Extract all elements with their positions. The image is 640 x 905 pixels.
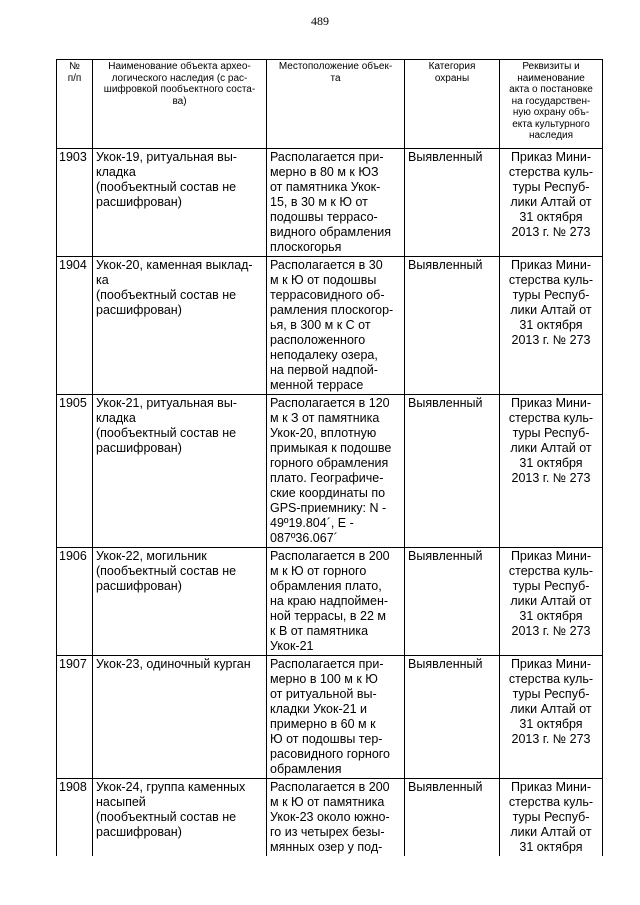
heritage-table bbox=[56, 59, 603, 856]
act-requisites: Приказ Мини- стерства куль- туры Респуб- лики Алтай от 31 октября 2013 г. № 273 bbox=[500, 395, 603, 548]
header-category bbox=[405, 60, 500, 149]
header-name bbox=[93, 60, 267, 149]
act-requisites: Приказ Мини- стерства куль- туры Респуб- лики Алтай от 31 октября 2013 г. № 273 bbox=[500, 656, 603, 779]
row-number: 1908 bbox=[57, 779, 93, 857]
protection-category: Выявленный bbox=[405, 257, 500, 395]
row-number: 1903 bbox=[57, 149, 93, 257]
header-num bbox=[57, 60, 93, 149]
act-requisites: Приказ Мини- стерства куль- туры Респуб- лики Алтай от 31 октября 2013 г. № 273 bbox=[500, 257, 603, 395]
protection-category: Выявленный bbox=[405, 656, 500, 779]
header-category-text: Категория охраны bbox=[428, 61, 476, 84]
object-name: Укок-19, ритуальная вы- кладка (пообъектный состав не расшифрован) bbox=[93, 149, 267, 257]
object-name: Укок-20, каменная выклад- ка (пообъектный состав не расшифрован) bbox=[93, 257, 267, 395]
act-requisites: Приказ Мини- стерства куль- туры Респуб- лики Алтай от 31 октября 2013 г. № 273 bbox=[500, 149, 603, 257]
table-row bbox=[57, 149, 603, 257]
object-location: Располагается в 200 м к Ю от памятника Укок-23 около южно- го из четырех безы- мянных озер у под- bbox=[267, 779, 405, 857]
header-location bbox=[267, 60, 405, 149]
row-number: 1904 bbox=[57, 257, 93, 395]
header-requisites bbox=[500, 60, 603, 149]
table-header bbox=[57, 60, 603, 149]
row-number: 1907 bbox=[57, 656, 93, 779]
row-number: 1906 bbox=[57, 548, 93, 656]
object-name: Укок-21, ритуальная вы- кладка (пообъектный состав не расшифрован) bbox=[93, 395, 267, 548]
object-name: Укок-22, могильник (пообъектный состав не расшифрован) bbox=[93, 548, 267, 656]
object-location: Располагается в 200 м к Ю от горного обрамления плато, на краю надпоймен- ной террасы, в 22 м к В от памятника Укок-21 bbox=[267, 548, 405, 656]
object-location: Располагается в 120 м к З от памятника Укок-20, вплотную примыкая к подошве горного обрамления плато. Географиче- ские координаты по GPS-приемнику: N - 49º19.804´, Е - 087º36.067´ bbox=[267, 395, 405, 548]
protection-category: Выявленный bbox=[405, 395, 500, 548]
protection-category: Выявленный bbox=[405, 548, 500, 656]
protection-category: Выявленный bbox=[405, 149, 500, 257]
header-name-text: Наименование объекта архео- логического наследия (с рас- шифровкой пообъектного соста- ва) bbox=[103, 61, 256, 107]
object-location: Располагается при- мерно в 100 м к Ю от ритуальной вы- кладки Укок-21 и примерно в 60 м к Ю от подошвы тер- расовидного горного обрамления bbox=[267, 656, 405, 779]
act-requisites: Приказ Мини- стерства куль- туры Респуб- лики Алтай от 31 октября bbox=[500, 779, 603, 857]
row-number: 1905 bbox=[57, 395, 93, 548]
table-row bbox=[57, 257, 603, 395]
table-row bbox=[57, 395, 603, 548]
object-name: Укок-24, группа каменных насыпей (пообъектный состав не расшифрован) bbox=[93, 779, 267, 857]
object-location: Располагается при- мерно в 80 м к ЮЗ от памятника Укок- 15, в 30 м к Ю от подошвы террасо- видного обрамления плоскогорья bbox=[267, 149, 405, 257]
protection-category: Выявленный bbox=[405, 779, 500, 857]
header-location-text: Местоположение объек- та bbox=[278, 61, 393, 84]
page-number: 489 bbox=[311, 14, 329, 28]
table-row bbox=[57, 779, 603, 857]
table-row bbox=[57, 656, 603, 779]
act-requisites: Приказ Мини- стерства куль- туры Респуб- лики Алтай от 31 октября 2013 г. № 273 bbox=[500, 548, 603, 656]
header-requisites-text: Реквизиты и наименование акта о постановке на государствен- ную охрану объ- екта культурного наследия bbox=[509, 61, 593, 141]
object-name: Укок-23, одиночный курган bbox=[93, 656, 267, 779]
table-row bbox=[57, 548, 603, 656]
object-location: Располагается в 30 м к Ю от подошвы террасовидного об- рамления плоскогор- ья, в 300 м к С от расположенного неподалеку озера, на первой надпой- менной террасе bbox=[267, 257, 405, 395]
header-num-text: № п/п bbox=[67, 61, 82, 84]
